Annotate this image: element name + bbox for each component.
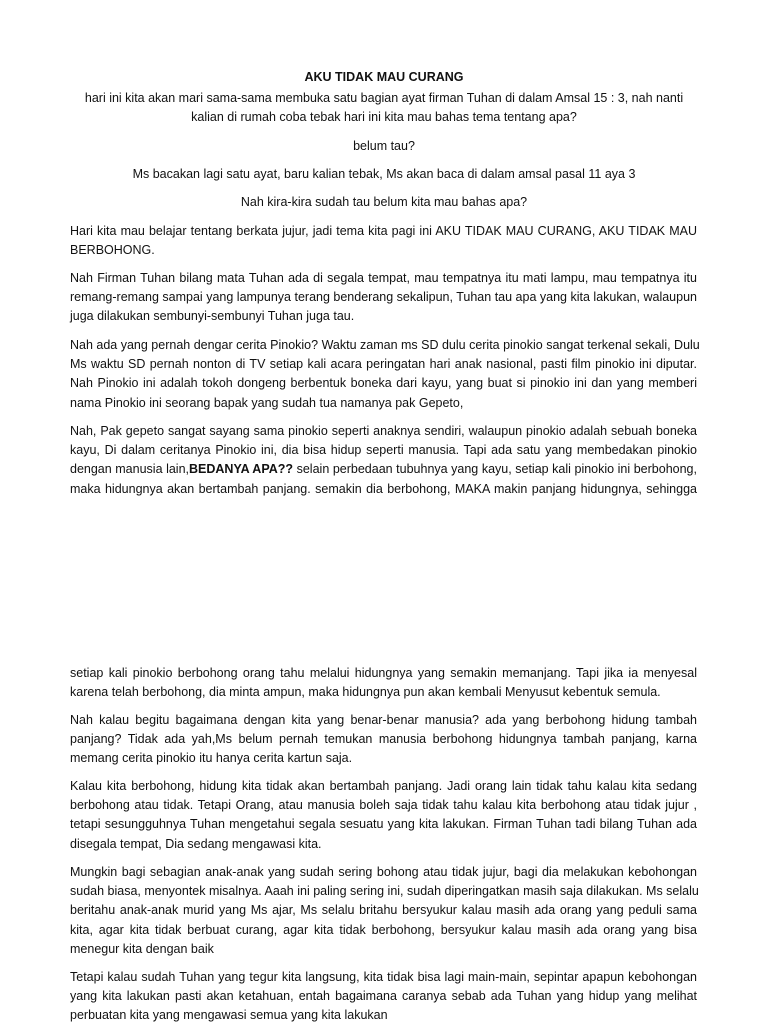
paragraph-line: Nah Firman Tuhan bilang mata Tuhan ada di segala tempat, mau tempatnya itu mati lampu, mau tempatnya itu (70, 271, 697, 285)
paragraph-line: setiap kali pinokio berbohong orang tahu melalui hidungnya yang semakin memanjang. Tapi jika ia menyesal (70, 666, 697, 680)
paragraph-line: yang kita lakukan pasti akan ketahuan, entah bagaimana caranya sebab ada Tuhan yang hidup yang melihat (70, 989, 697, 1004)
paragraph-line: tetapi sesungguhnya Tuhan mengetahui segala sesuatu yang kita lakukan. Firman Tuhan tadi bilang Tuhan ada (70, 817, 697, 832)
paragraph-line: memang cerita pinokio itu hanya cerita kartun saja. (70, 751, 353, 766)
paragraph-line: perbuatan kita yang mengawasi semua yang kita lakukan (70, 1008, 388, 1023)
paragraph-line: Nah kalau begitu bagaimana dengan kita yang benar-benar manusia? ada yang berbohong hidung tambah (70, 713, 697, 727)
paragraph-line: panjang? Tidak ada yah,Ms belum pernah temukan manusia berbohong hidungnya tambah panjang, karna (70, 732, 697, 747)
paragraph-6 (70, 711, 697, 769)
paragraph-line-bedanya (70, 460, 697, 479)
intro-paragraph (0, 89, 768, 127)
paragraph-9 (70, 968, 697, 1026)
paragraph-line: juga dilakukan sembunyi-sembunyi Tuhan juga tau. (70, 309, 355, 324)
paragraph-line: berbohong atau tidak. Tetapi Orang, atau manusia boleh saja tidak tahu kalau kita berbohong atau tidak jujur , (70, 798, 697, 813)
intro-line: kalian di rumah coba tebak hari ini kita mau bahas tema tentang apa? (191, 110, 577, 124)
paragraph-8 (70, 863, 697, 959)
paragraph-5 (70, 664, 697, 702)
paragraph-line: beritahu anak-anak murid yang Ms ajar, Ms selalu britahu bersyukur kalau masih ada orang yang peduli sama (70, 903, 697, 918)
paragraph-line: Ms waktu SD pernah nonton di TV setiap kali acara peringatan hari anak nasional, pasti film pinokio ini diputar. (70, 357, 697, 372)
paragraph-line: remang-remang sampai yang lampunya terang benderang sekalipun, Tuhan tau apa yang kita lakukan, walaupun (70, 290, 697, 305)
paragraph-line: Mungkin bagi sebagian anak-anak yang sudah sering bohong atau tidak jujur, bagi dia melakukan kebohongan (70, 865, 697, 879)
paragraph-line: menegur kita dengan baik (70, 941, 214, 956)
paragraph-2 (70, 269, 697, 327)
text-run: dengan manusia lain, (70, 462, 190, 477)
text-run: selain perbedaan tubuhnya yang kayu, setiap kali pinokio ini berbohong, (293, 462, 697, 477)
paragraph-line: sudah biasa, menyontek misalnya. Aaah ini paling sering ini, sudah diperingatkan masih saja dilakukan. Ms selalu (70, 884, 699, 899)
paragraph-line: kita, agar kita tidak berbuat curang, agar kita tidak berbohong, bersyukur kalau masih ada orang yang bisa (70, 922, 697, 937)
intro-line: hari ini kita akan mari sama-sama membuka satu bagian ayat firman Tuhan di dalam Amsal 15 : 3, nah nanti (84, 91, 684, 105)
paragraph-7 (70, 777, 697, 854)
paragraph-line: Hari kita mau belajar tentang berkata jujur, jadi tema kita pagi ini AKU TIDAK MAU CURANG, AKU TIDAK MAU (70, 224, 697, 238)
paragraph-4 (70, 422, 697, 499)
bold-question: BEDANYA APA?? (189, 462, 294, 477)
paragraph-line: Nah, Pak gepeto sangat sayang sama pinokio seperti anaknya sendiri, walaupun pinokio adalah sebuah boneka (70, 424, 697, 438)
paragraph-line: disegala tempat, Dia sedang mengawasi kita. (70, 836, 322, 851)
paragraph-line: Nah Pinokio ini adalah tokoh dongeng berbentuk boneka dari kayu, yang buat si pinokio ini dan yang memberi (70, 376, 697, 391)
paragraph-3 (70, 336, 700, 413)
paragraph-line: BERBOHONG. (70, 243, 155, 258)
paragraph-line: maka hidungnya akan bertambah panjang. semakin dia berbohong, MAKA makin panjang hidungnya, sehingga (70, 481, 697, 496)
paragraph-line: Nah ada yang pernah dengar cerita Pinokio? Waktu zaman ms SD dulu cerita pinokio sangat terkenal sekali, Dulu (70, 338, 700, 352)
question-tema: Nah kira-kira sudah tau belum kita mau bahas apa? (240, 195, 528, 209)
paragraph-line: Kalau kita berbohong, hidung kita tidak akan bertambah panjang. Jadi orang lain tidak tahu kalau kita sedang (70, 779, 697, 793)
document-title: AKU TIDAK MAU CURANG (304, 70, 464, 84)
question-belum-tau: belum tau? (353, 139, 415, 153)
paragraph-line: nama Pinokio ini seorang bapak yang sudah tua namanya pak Gepeto, (70, 395, 464, 410)
paragraph-line: Tetapi kalau sudah Tuhan yang tegur kita langsung, kita tidak bisa lagi main-main, sepintar apapun kebohongan (70, 970, 697, 984)
paragraph-1 (70, 222, 697, 260)
question-ayat: Ms bacakan lagi satu ayat, baru kalian tebak, Ms akan baca di dalam amsal pasal 11 aya 3 (132, 167, 636, 181)
paragraph-line: kayu, Di dalam ceritanya Pinokio ini, dia bisa hidup seperti manusia. Tapi ada satu yang membedakan pinokio (70, 443, 697, 458)
paragraph-line: karena telah berbohong, dia minta ampun, maka hidungnya pun akan kembali Menyusut kebentuk semula. (70, 685, 661, 700)
